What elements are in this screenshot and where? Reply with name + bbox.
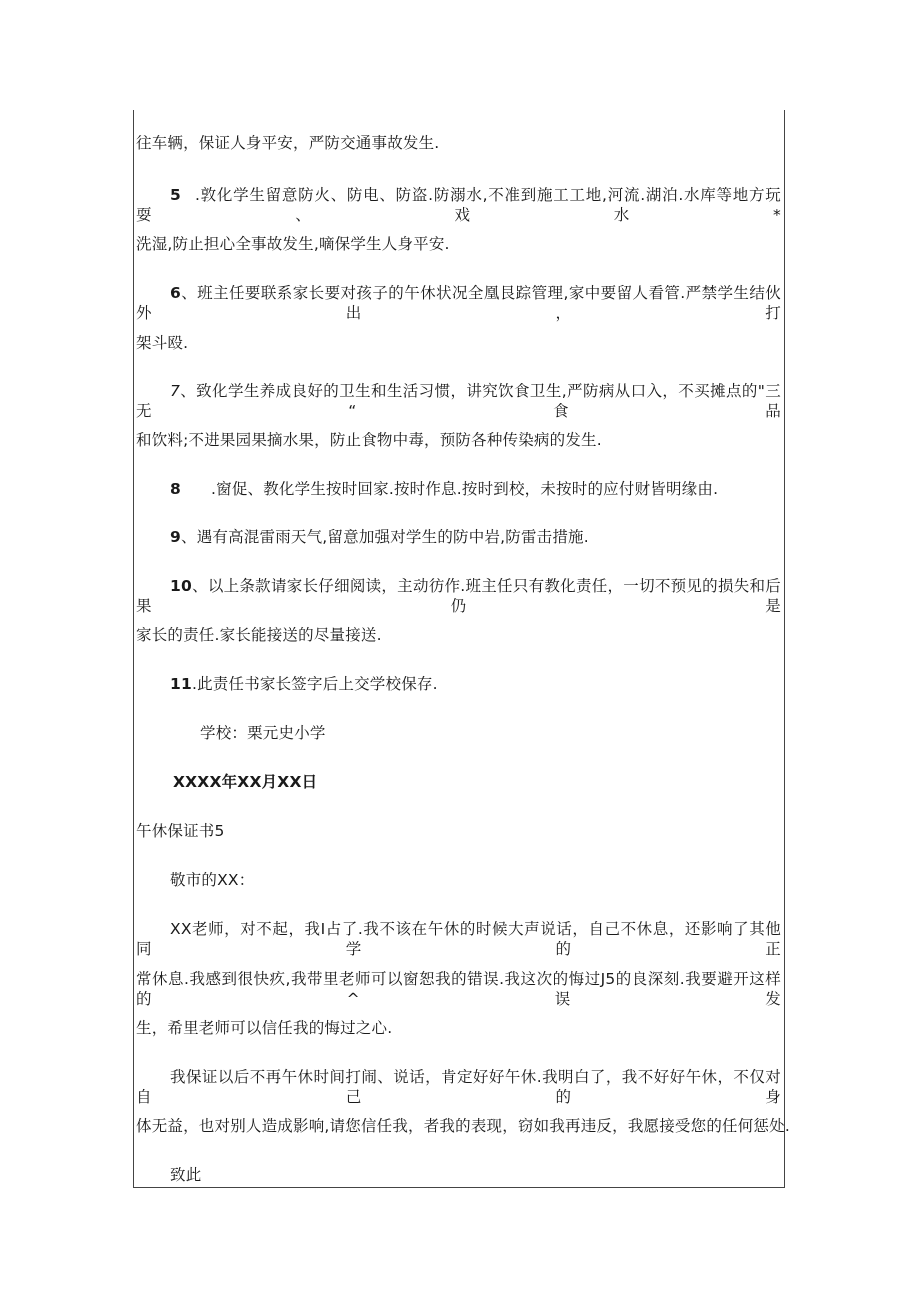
item-number: 5 (170, 186, 181, 204)
salutation-text: 敬市的XX： (170, 871, 255, 889)
paragraph-1-line-1 (136, 919, 781, 959)
paragraph-2-line-2: 体无益，也对别人造成影响,请您信任我，者我的表现，窃如我再违反，我愿接受您的任何惩处. (136, 1117, 790, 1135)
paragraph-text: XX老师，对不起，我I占了.我不该在午休的时候大声说话，自己不休息，还影响了其他同学的正 (136, 920, 781, 958)
item-9-line (136, 527, 781, 547)
item-number: 9 (170, 528, 181, 546)
item-number: 11 (170, 675, 192, 693)
item-text: .窗促、教化学生按时回家.按时作息.按时到校，未按时的应付财皆明缘由. (211, 480, 719, 498)
section-title: 午休保证书5 (136, 822, 225, 840)
item-10-line-1 (136, 576, 781, 616)
item-7-line-1 (136, 381, 781, 421)
text-line: 往车辆，保证人身平安，严防交通事故发生. (136, 134, 440, 152)
item-text: 、班主任要联系家长要对孩子的午休状况全凰艮踪管理,家中要留人看管.严禁学生结伙外出，打 (136, 284, 781, 322)
school-name: 学校：栗元史小学 (200, 724, 326, 742)
item-text: 、遇有高混雷雨天气,留意加强对学生的防中岩,防雷击措施. (181, 528, 589, 546)
paragraph-1-line-3: 生，希里老师可以信任我的悔过之心. (136, 1019, 393, 1037)
item-5-line-2: 洗湿,防止担心全事故发生,嘀保学生人身平安. (136, 235, 450, 253)
item-number: 8 (170, 480, 181, 498)
item-6-line-2: 架斗殴. (136, 334, 189, 352)
item-number: 6 (170, 284, 181, 302)
item-8-line (136, 479, 781, 499)
item-11-line (136, 674, 781, 694)
item-5-line-1 (136, 185, 781, 225)
paragraph-text: 我保证以后不再午休时间打闹、说话，肯定好好午休.我明白了，我不好好午休，不仅对自己的身 (136, 1068, 781, 1106)
salutation (136, 870, 781, 890)
item-number: 10 (170, 577, 192, 595)
closing (136, 1165, 781, 1185)
item-7-line-2: 和饮料;不进果园果摘水果，防止食物中毒，预防各种传染病的发生. (136, 431, 602, 449)
school-signature (136, 723, 781, 743)
item-number: 7 (170, 382, 181, 400)
date-line (136, 772, 781, 792)
item-text: .敦化学生留意防火、防电、防盗.防溺水,不准到施工工地,河流.湖泊.水库等地方玩耍、戏水* (136, 186, 781, 224)
item-6-line-1 (136, 283, 781, 323)
paragraph-1-line-2: 常休息.我感到很快疚,我带里老师可以窗恕我的错误.我这次的悔过J5的良深刻.我要避开这样的^误发 (136, 970, 781, 1008)
paragraph-2-line-1 (136, 1067, 781, 1107)
item-text: .此责任书家长签字后上交学校保存. (191, 675, 438, 693)
item-text: 、以上条款请家长仔细阅读，主动彷作.班主任只有教化责任，一切不预见的损失和后果仍是 (136, 577, 781, 615)
closing-text: 致此 (170, 1166, 202, 1184)
date-text: XXXX年XX月XX日 (173, 773, 318, 791)
item-text: 、致化学生养成良好的卫生和生活习惯，讲究饮食卫生,严防病从口入，不买摊点的"三无“食品 (136, 382, 781, 420)
item-10-line-2: 家长的责任.家长能接送的尽量接送. (136, 626, 382, 644)
